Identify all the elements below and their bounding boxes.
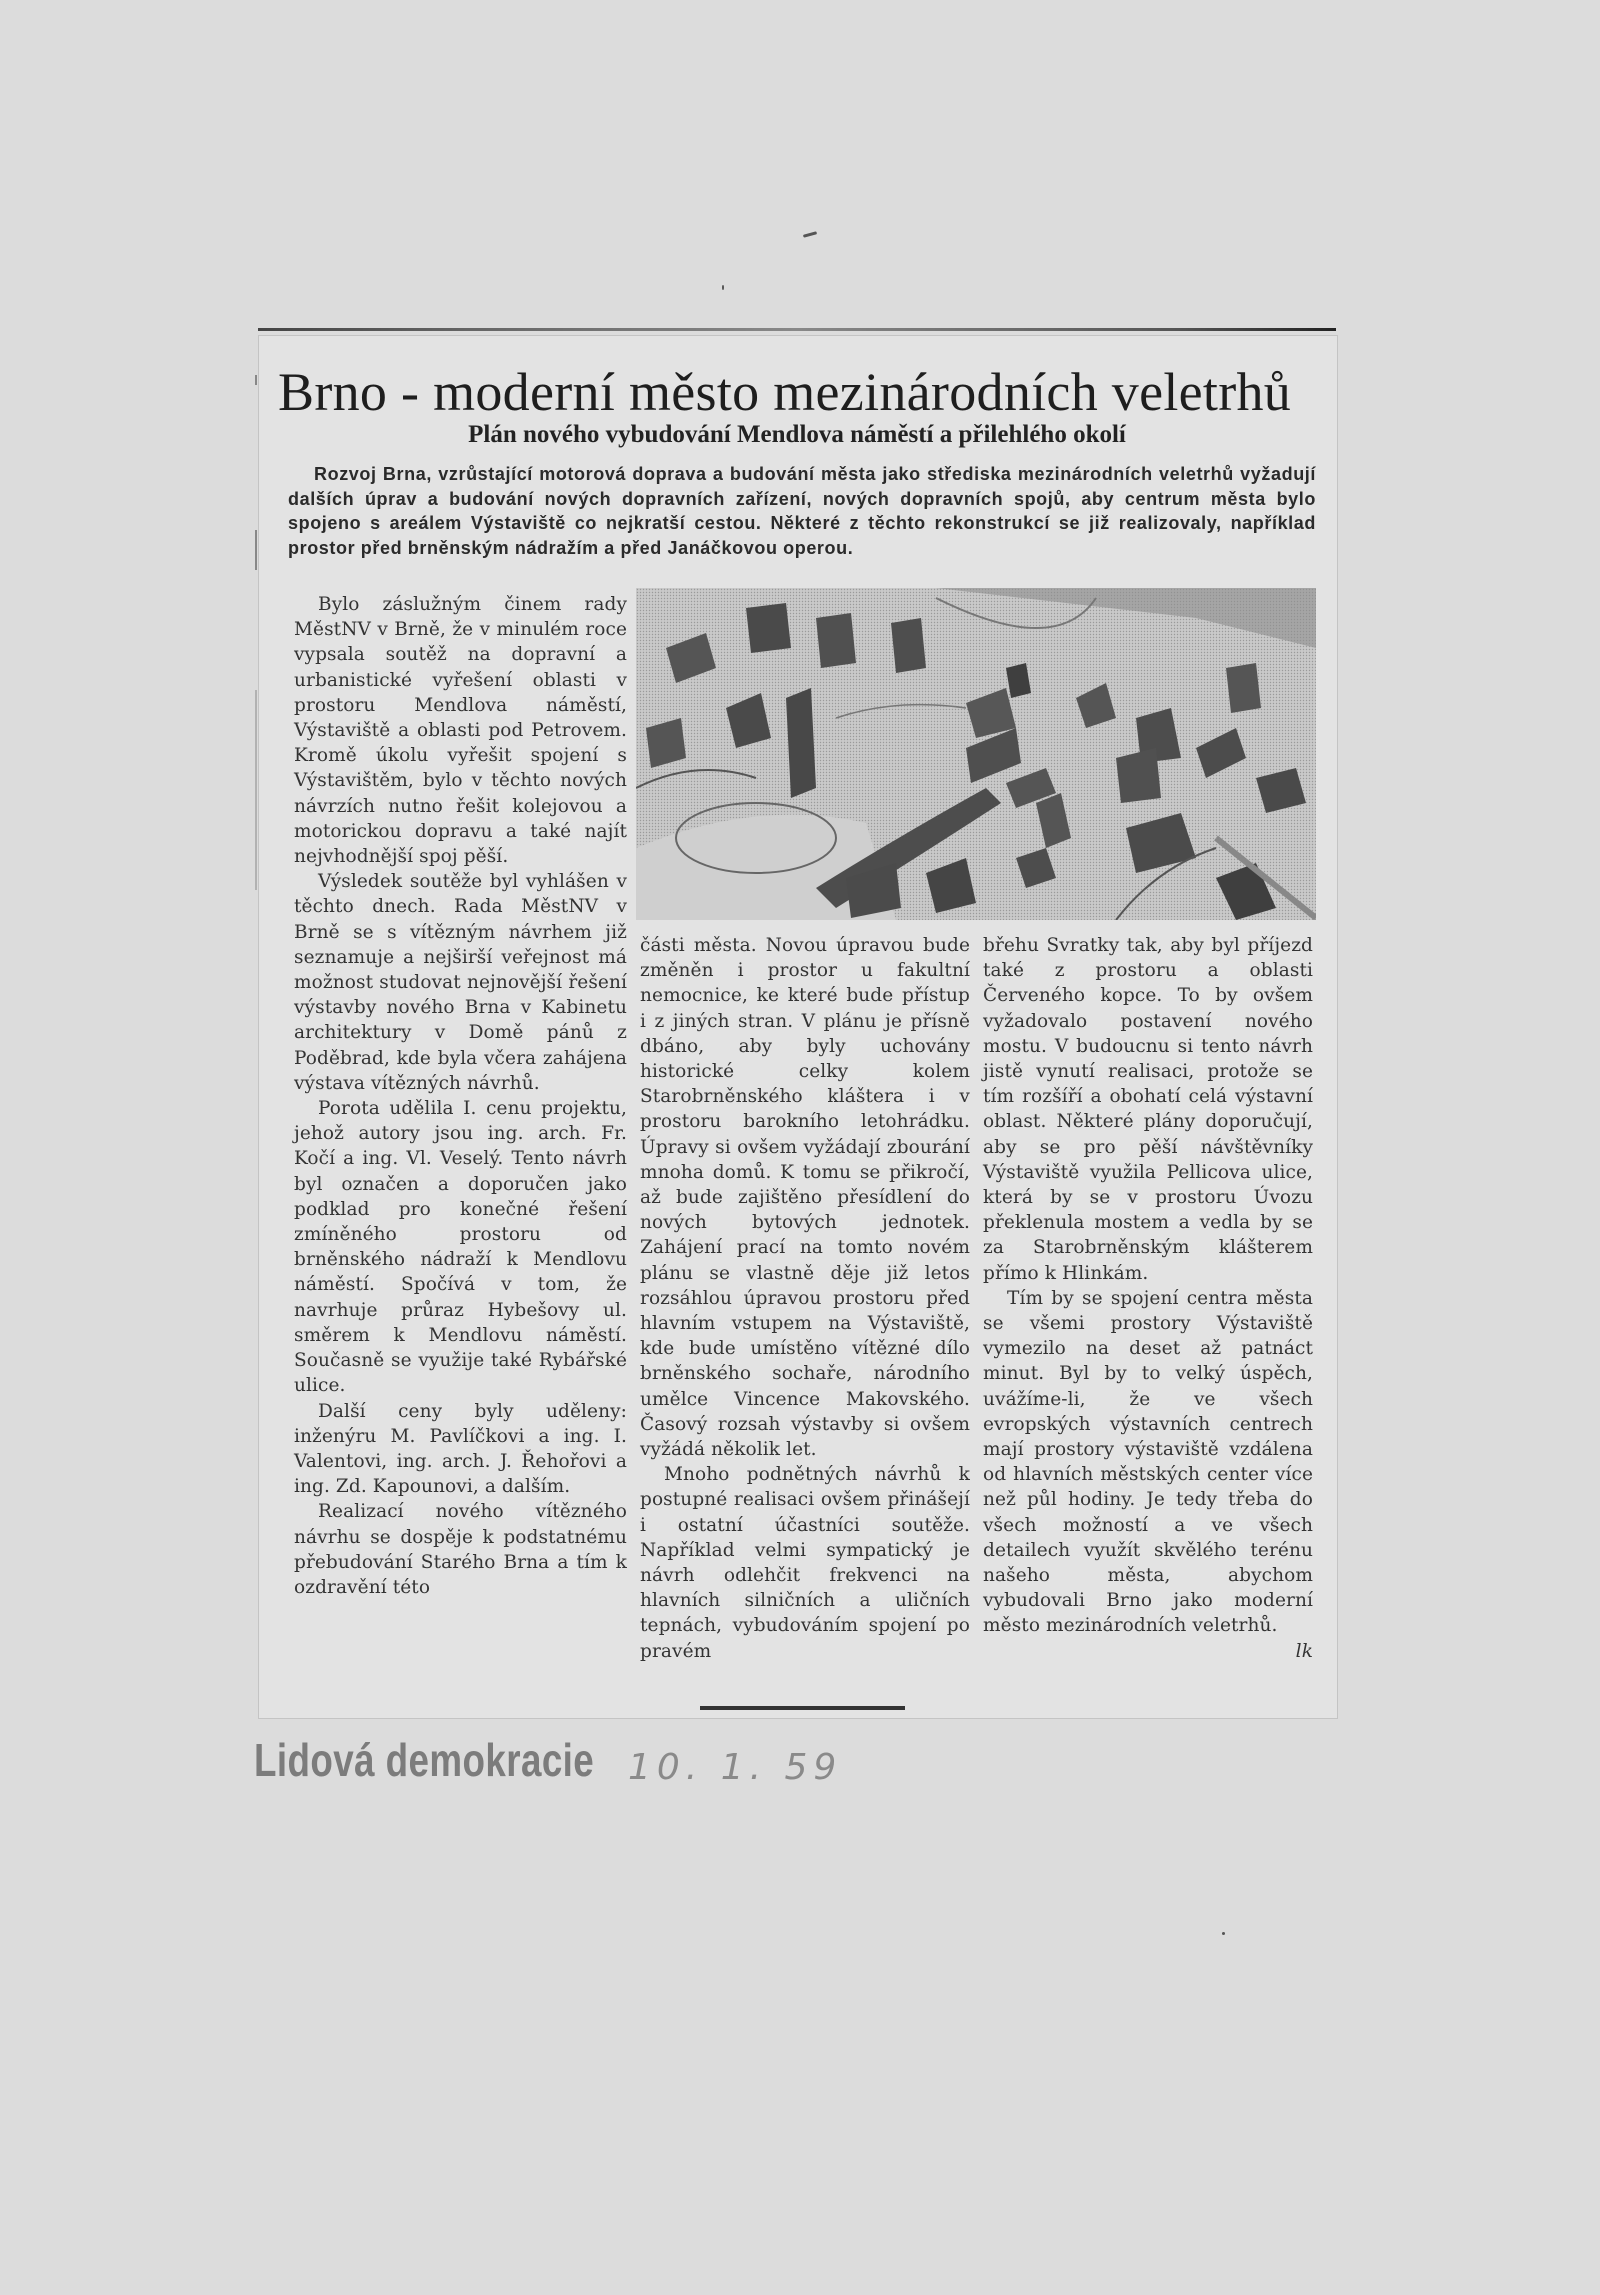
dust-speck (1222, 1932, 1225, 1935)
article-subheadline: Plán nového vybudování Mendlova náměstí a přilehlého okolí (468, 421, 1126, 448)
edge-mark (255, 530, 257, 570)
paragraph: Další ceny byly uděleny: inženýru M. Pavlíčkovi a ing. I. Valentovi, ing. arch. J. Řehořovi a ing. Zd. Kapounovi, a dalším. (294, 1400, 627, 1498)
article-end-rule (700, 1706, 905, 1710)
article-photo (636, 588, 1316, 920)
dust-speck (803, 231, 817, 238)
newspaper-source-stamp: Lidová demokracie (254, 1734, 595, 1786)
paragraph: části města. Novou úpravou bude změněn i prostor u fakultní nemocnice, ke které bude přístup i z jiných stran. V plánu je přísně dbáno, aby byly uchovány historické celky kolem Starobrněnského kláštera i v prostoru barokního letohrádku. Úpravy si ovšem vyžádají zbourání mnoha domů. K tomu se přikročí, až bude zajištěno přesídlení do nových bytových jednotek. Zahájení prací na tomto novém plánu se vlastně děje již letos rozsáhlou úpravou prostoru před hlavním vstupem na Výstaviště, kde bude umístěno vítězné dílo brněnského sochaře, národního umělce Vincence Makovského. Časový rozsah výstavby si ovšem vyžádá několik let. (640, 935, 970, 1461)
article-column-2 (640, 933, 970, 1664)
paragraph: Bylo záslužným činem rady MěstNV v Brně, že v minulém roce vypsala soutěž na dopravní a urbanistické vyřešení oblasti v prostoru Mendlova náměstí, Výstaviště a oblasti pod Petrovem. Kromě úkolu vyřešit spojení s Výstavištěm, bylo v těchto nových návrzích nutno řešit kolejovou a motorickou dopravu a také najít nejvhodnější spoj pěší. (294, 594, 627, 868)
article-column-3 (983, 933, 1313, 1664)
handwritten-date: 10. 1. 59 (628, 1747, 843, 1788)
paragraph: Porota udělila I. cenu projektu, jehož autory jsou ing. arch. Fr. Kočí a ing. Vl. Veselý. Tento návrh byl označen a doporučen jako podklad pro konečné řešení zmíněného prostoru od brněnského nádraží k Mendlovu náměstí. Spočívá v tom, že navrhuje průraz Hybešovy ul. směrem k Mendlovu náměstí. Současně se využije také Rybářské ulice. (294, 1098, 627, 1397)
article-column-1 (294, 592, 627, 1600)
article-headline: Brno - moderní město mezinárodních veletrhů (278, 362, 1292, 422)
architectural-model-image (636, 588, 1316, 920)
author-signature: lk (1295, 1640, 1313, 1662)
dust-speck (722, 285, 724, 290)
paragraph (983, 1286, 1313, 1662)
paragraph: Mnoho podnětných návrhů k postupné realisaci ovšem přinášejí i ostatní účastníci soutěže. Například velmi sympatický je návrh odlehčit frekvenci na hlavních silničních a uličních tepnách, vybudováním spojení po pravém (640, 1464, 970, 1662)
article-lead: Rozvoj Brna, vzrůstající motorová doprava a budování města jako střediska mezinárodních veletrhů vyžadují dalších úprav a budování nových dopravních zařízení, nových dopravních spojů, aby centrum města bylo spojeno s areálem Výstaviště co nejkratší cestou. Některé z těchto rekonstrukcí se již realizovaly, například prostor před brněnským nádražím a před Janáčkovou operou. (288, 464, 1316, 558)
paragraph: břehu Svratky tak, aby byl příjezd také z prostoru a oblasti Červeného kopce. To by ovšem vyžadovalo postavení nového mostu. V budoucnu si tento návrh jistě vynutí realisaci, protože se tím rozšíří a obohatí celá výstavní oblast. Některé plány doporučují, aby se pro pěší návštěvníky Výstaviště využila Pellicova ulice, která by se v prostoru Úvozu překlenula mostem a vedla by se za Starobrněnským klášterem přímo k Hlinkám. (983, 935, 1313, 1284)
edge-mark (255, 690, 257, 890)
paragraph: Realizací nového vítězného návrhu se dospěje k podstatnému přebudování Starého Brna a tím k ozdravění této (294, 1501, 627, 1598)
paragraph-text: Tím by se spojení centra města se všemi prostory Výstaviště vymezilo na deset až patnáct minut. Byl by to velký úspěch, uvážíme-li, že ve všech evropských výstavních centrech mají prostory výstaviště vzdálena od hlavních městských center více než půl hodiny. Je tedy třeba do všech možností a ve všech detailech využít skvělého terénu našeho města, abychom vybudovali Brno jako moderní město mezinárodních veletrhů. (983, 1287, 1313, 1637)
edge-mark (255, 375, 257, 385)
clipping-top-rule (258, 328, 1336, 331)
paragraph: Výsledek soutěže byl vyhlášen v těchto dnech. Rada MěstNV v Brně se s vítězným návrhem již seznamuje a nejširší veřejnost má možnost studovat nejnovější řešení výstavby nového Brna v Kabinetu architektury v Domě pánů z Poděbrad, kde byla včera zahájena výstava vítězných návrhů. (294, 871, 627, 1094)
